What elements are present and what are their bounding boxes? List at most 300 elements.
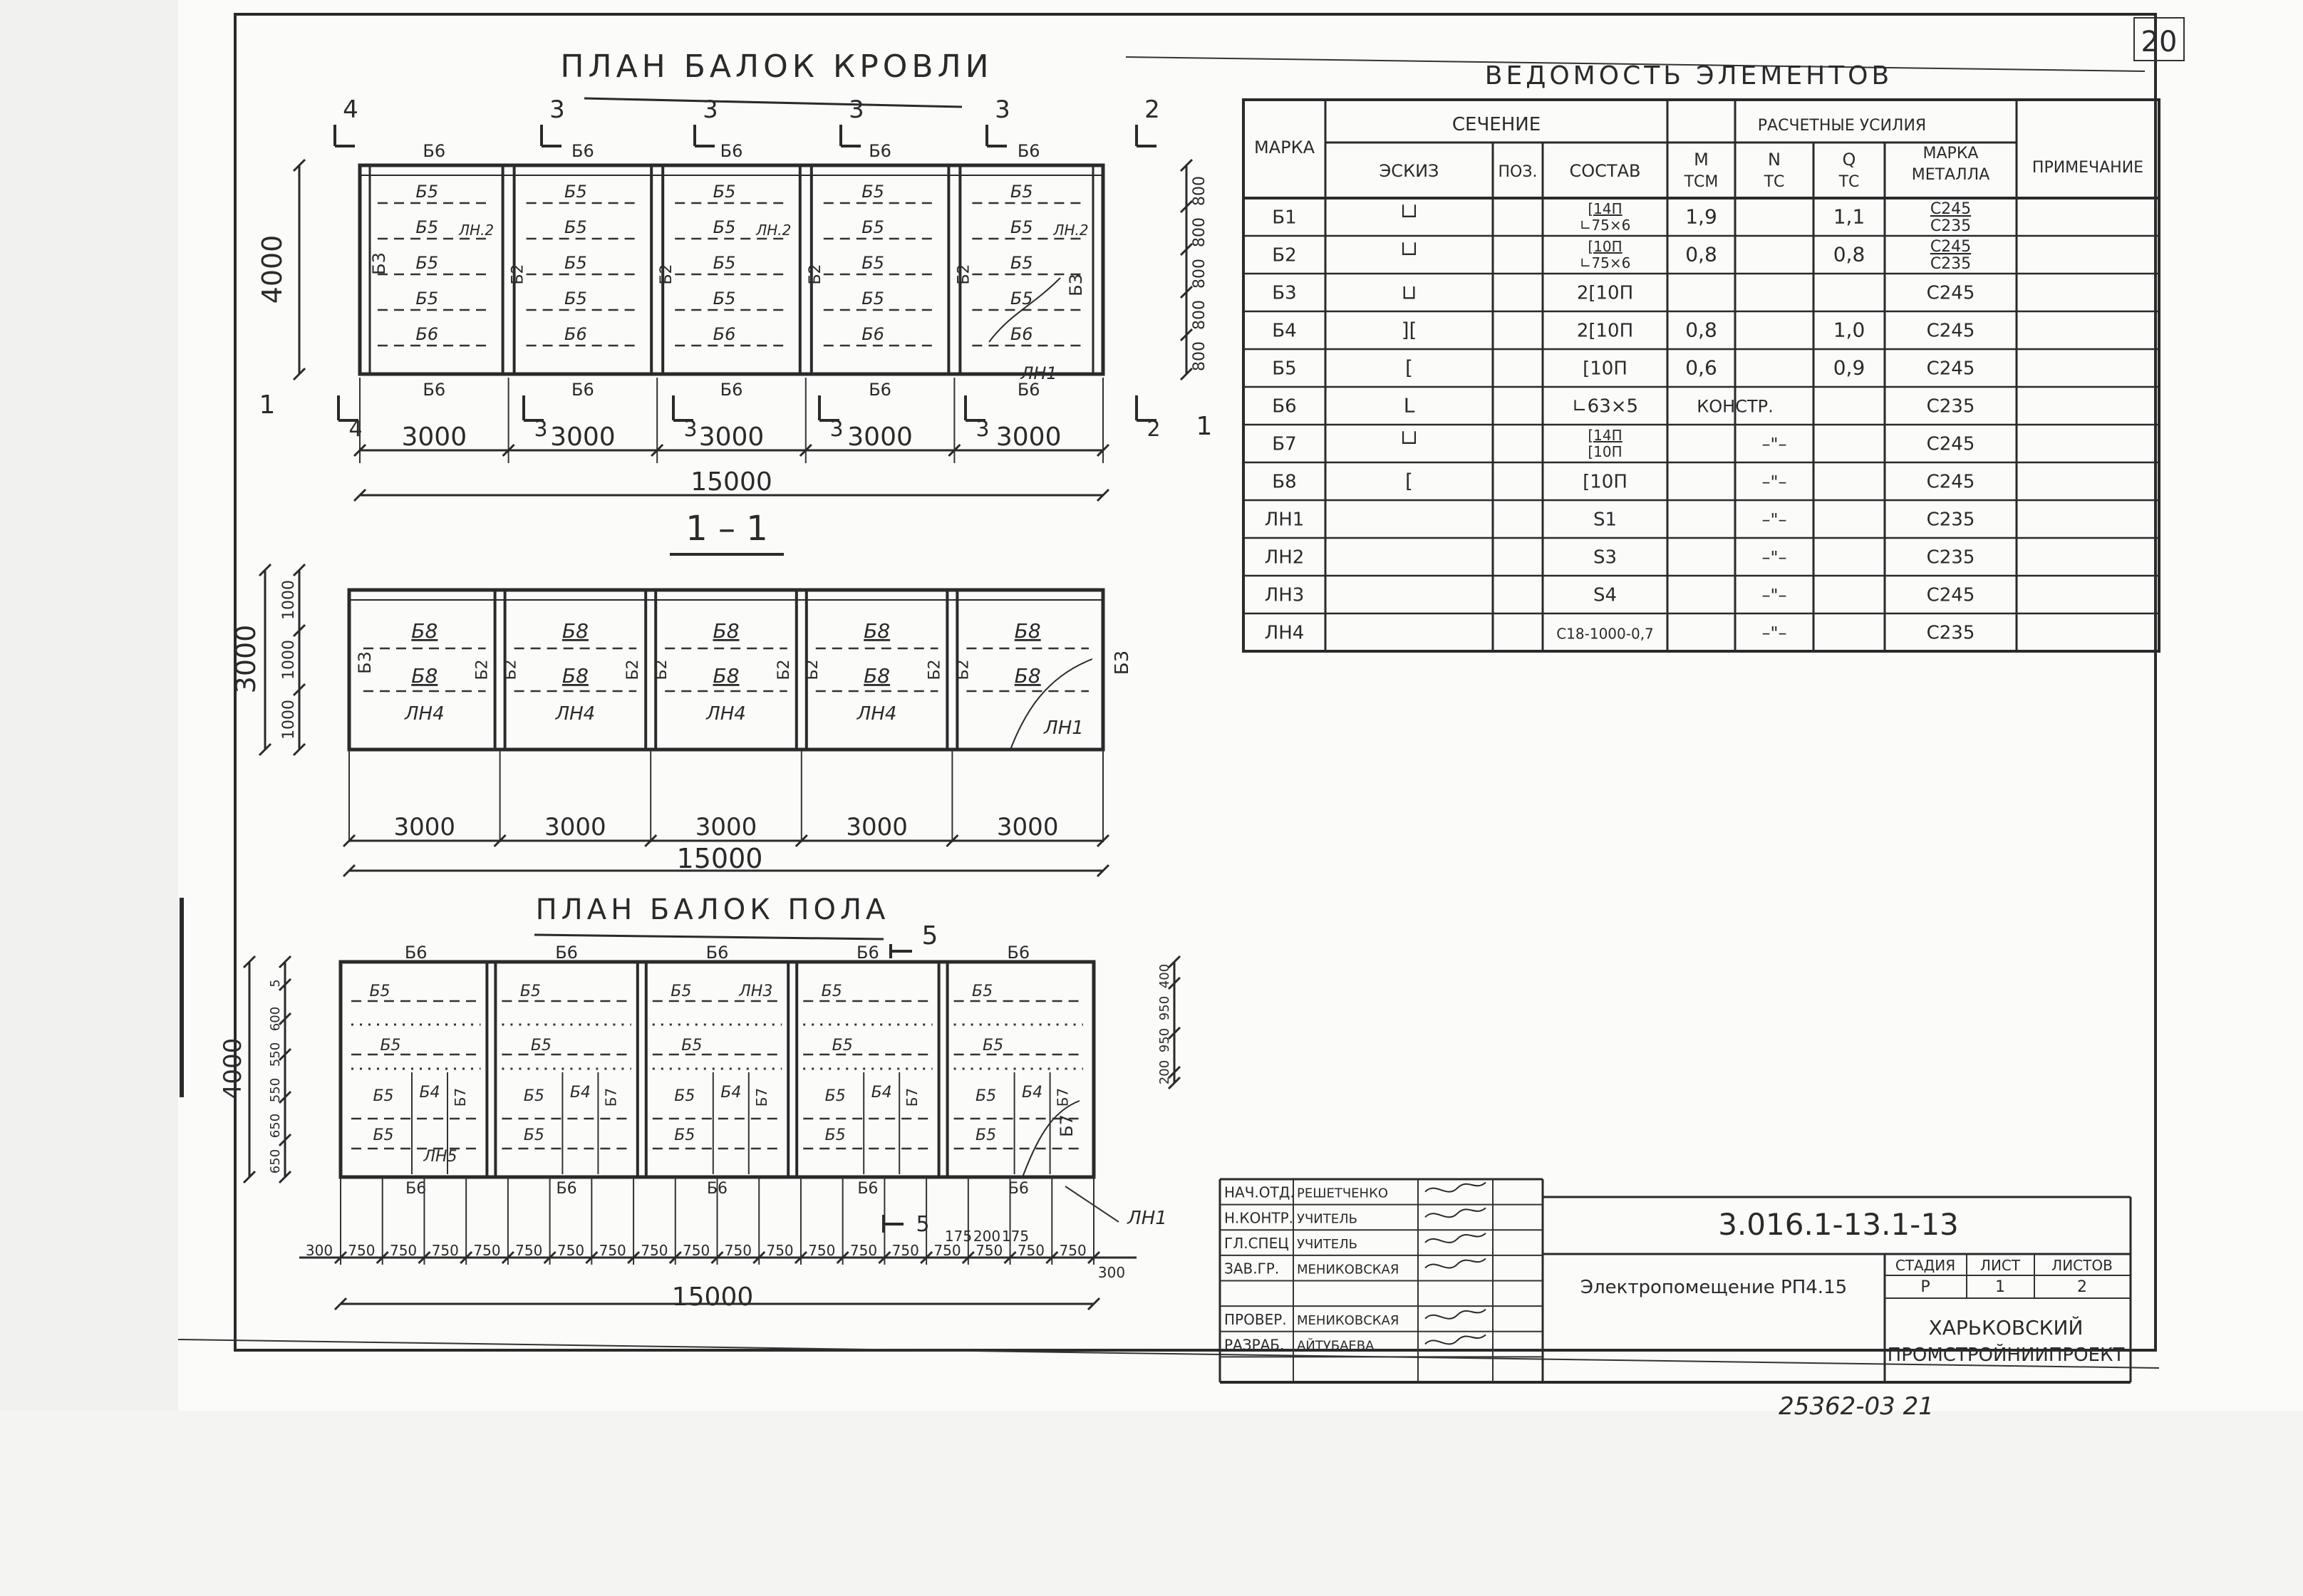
section-edge-label: Б3 (1112, 650, 1133, 675)
section-column-label: Б2 (926, 659, 944, 680)
roof-right-dim-label: 800 (1191, 217, 1209, 247)
floor-subdivision-label: 750 (1017, 1242, 1045, 1259)
roof-beam-label: Б5 (1010, 217, 1033, 237)
floor-subdivision-label: 750 (473, 1242, 501, 1259)
roof-beam-label: Б5 (1010, 289, 1033, 309)
table-cell-composition: ∟75×6 (1579, 217, 1631, 234)
section-column-label: Б2 (502, 659, 520, 680)
table-header-q: Q (1842, 150, 1856, 170)
cut-mark-label: 1 (259, 390, 276, 420)
sheet-value: 1 (1995, 1278, 2005, 1296)
section-column-label: Б2 (954, 659, 973, 680)
cut-mark-label: 1 (1196, 412, 1213, 441)
object-name: Электропомещение РП4.15 (1580, 1277, 1848, 1298)
floor-sub-dim-label: 650 (268, 1149, 283, 1174)
floor-beam-label: Б5 (975, 1087, 997, 1105)
section-marker-label: 3 (975, 417, 990, 442)
roof-ln-label: ЛН.2 (1053, 222, 1089, 239)
title-underline (584, 98, 962, 107)
section-bay-label: 3000 (846, 813, 908, 841)
floor-subdivision-label: 750 (515, 1242, 543, 1259)
roof-beam-label: Б5 (564, 289, 587, 309)
roof-ln-label: ЛН.2 (459, 222, 495, 239)
floor-beam-label: Б5 (681, 1037, 703, 1054)
table-cell-sketch: └┘ (1397, 204, 1422, 229)
section-bay-label: 3000 (996, 813, 1059, 841)
table-cell-mark: Б6 (1272, 395, 1297, 418)
floor-beam-label: Б5 (824, 1126, 846, 1144)
title-block-name: РЕШЕТЧЕНКО (1297, 1186, 1389, 1201)
floor-subdivision-label: 750 (975, 1242, 1003, 1259)
section-beam-label: Б8 (864, 664, 891, 688)
title-underline (534, 935, 884, 939)
table-cell-mark: Б8 (1272, 471, 1297, 493)
signature (1425, 1233, 1486, 1243)
roof-edge-beam-label: Б3 (1066, 274, 1086, 296)
table-cell-composition: S4 (1593, 584, 1618, 606)
table-cell-sketch: ⊔ (1401, 280, 1417, 304)
floor-subdivision-label: 750 (724, 1242, 752, 1259)
floor-b7-label: Б7 (752, 1087, 770, 1107)
title-block-name: МЕНИКОВСКАЯ (1297, 1312, 1399, 1328)
title-block-role: ГЛ.СПЕЦ (1224, 1234, 1289, 1252)
leader-line (1065, 1186, 1119, 1222)
table-cell-n: –"– (1761, 623, 1787, 643)
table-cell-composition: 2[10П (1576, 282, 1634, 304)
floor-sub-dim-label: 550 (268, 1077, 283, 1103)
roof-beam-top-label: Б6 (1017, 141, 1040, 161)
table-cell-mark: Б3 (1272, 282, 1297, 304)
table-cell-metal: С245 (1926, 433, 1975, 455)
floor-subdivision-label: 750 (933, 1242, 961, 1259)
floor-subdivision-label: 750 (683, 1242, 710, 1259)
table-cell-q: 0,8 (1833, 242, 1865, 266)
section-marker-label: 3 (703, 95, 718, 124)
floor-beam-label: Б5 (674, 1126, 695, 1144)
section-bay-label: 3000 (695, 813, 757, 841)
table-cell-mark: Б1 (1272, 207, 1297, 229)
floor-beam-label: Б5 (380, 1037, 401, 1054)
floor-sub-dim-label: 5 (268, 979, 283, 988)
table-cell-sketch: └┘ (1397, 431, 1422, 455)
roof-beam-top-label: Б6 (720, 141, 743, 161)
section-beam-label: Б8 (864, 619, 891, 643)
floor-beam-label: Б5 (824, 1087, 846, 1105)
floor-subdivision-label: 750 (431, 1242, 459, 1259)
table-cell-sketch: L (1403, 393, 1415, 418)
floor-beam-bottom-label: Б6 (706, 1180, 728, 1198)
section-marker-label: 3 (849, 95, 864, 124)
roof-bay-label: 3000 (847, 423, 913, 452)
roof-bay-label: 3000 (698, 423, 765, 452)
table-header-mark: МАРКА (1253, 138, 1315, 157)
table-header-forces: РАСЧЕТНЫЕ УСИЛИЯ (1757, 117, 1927, 135)
section-ln-label: ЛН4 (555, 703, 596, 725)
floor-height-label: 4000 (219, 1037, 247, 1100)
section-beam-label: Б8 (1014, 664, 1041, 688)
stage-value: Р (1920, 1278, 1930, 1296)
table-cell-m: 1,9 (1685, 204, 1717, 229)
table-cell-composition: [10П (1583, 471, 1627, 493)
floor-ln3-label: ЛН3 (739, 983, 773, 1000)
floor-subdivision-label: 750 (348, 1242, 376, 1259)
signature (1425, 1208, 1486, 1217)
floor-b4-label: Б4 (720, 1084, 742, 1102)
section-column-label: Б2 (653, 659, 671, 680)
table-cell-n: –"– (1761, 547, 1787, 568)
roof-beam-bottom-label: Б6 (423, 380, 446, 400)
roof-right-dim-label: 800 (1191, 176, 1209, 206)
floor-beam-label: Б5 (369, 983, 390, 1000)
section-marker-label: 4 (343, 95, 358, 124)
roof-beam-label: Б6 (861, 324, 884, 344)
organization-line-1: ХАРЬКОВСКИЙ (1928, 1316, 2084, 1340)
floor-b4-label: Б4 (419, 1084, 440, 1102)
section-ln-label: ЛН4 (706, 703, 746, 725)
table-cell-composition: [10П (1588, 238, 1623, 255)
roof-beam-label: Б6 (1010, 324, 1033, 344)
title-block-name: УЧИТЕЛЬ (1297, 1236, 1358, 1252)
section-ln-label: ЛН4 (404, 703, 445, 725)
floor-b7-label: Б7 (602, 1087, 620, 1107)
floor-b7-label: Б7 (904, 1087, 921, 1107)
floor-right-dim-label: 950 (1157, 995, 1172, 1021)
table-cell-composition: S3 (1593, 546, 1618, 569)
roof-column-label: Б2 (509, 264, 527, 285)
table-cell-composition: ∟63×5 (1571, 395, 1639, 418)
table-header-pos: ПОЗ. (1498, 163, 1538, 181)
document-code: 3.016.1-13.1-13 (1718, 1207, 1959, 1242)
roof-beam-label: Б5 (713, 217, 736, 237)
table-cell-n: –"– (1761, 509, 1787, 530)
floor-beam-bottom-label: Б6 (857, 1180, 879, 1198)
floor-b7-label: Б7 (1054, 1087, 1072, 1107)
section-beam-label: Б8 (411, 619, 438, 643)
section-sub-dim-label: 1000 (280, 580, 298, 620)
table-header-n-unit: ТС (1764, 173, 1785, 191)
floor-beam-top-label: Б6 (555, 943, 578, 963)
table-cell-metal: С245 (1926, 471, 1975, 493)
section-marker-label: 3 (829, 417, 844, 442)
roof-beam-bottom-label: Б6 (720, 380, 743, 400)
section-beam-label: Б8 (561, 619, 589, 643)
floor-plan-title: ПЛАН БАЛОК ПОЛА (535, 893, 890, 926)
floor-beam-top-label: Б6 (856, 943, 879, 963)
table-cell-n: –"– (1761, 585, 1787, 606)
floor-beam-label: Б5 (523, 1087, 544, 1105)
floor-right-dim-label: 950 (1157, 1027, 1172, 1053)
floor-edge-dim-label: 300 (1097, 1264, 1126, 1281)
signature (1425, 1183, 1486, 1192)
title-block-role: ЗАВ.ГР. (1224, 1260, 1280, 1278)
roof-beam-bottom-label: Б6 (571, 380, 594, 400)
floor-subdivision-label: 750 (389, 1242, 418, 1259)
table-cell-composition: 2[10П (1576, 320, 1634, 342)
floor-subdivision-label: 750 (766, 1242, 794, 1259)
floor-b4-label: Б4 (871, 1084, 892, 1102)
floor-right-dim-label: 200 (1157, 1059, 1172, 1085)
roof-beam-label: Б5 (861, 253, 884, 273)
table-cell-m: 0,8 (1685, 242, 1717, 266)
roof-plan-title: ПЛАН БАЛОК КРОВЛИ (560, 48, 993, 85)
table-cell-q: 1,0 (1833, 318, 1865, 342)
floor-sub-dim-label: 600 (268, 1006, 283, 1032)
roof-ln-label: ЛН.2 (756, 222, 792, 239)
section-marker-label: 3 (534, 417, 548, 442)
floor-edge-dim-label: 300 (305, 1242, 333, 1259)
table-header-metal: МАРКА (1922, 145, 1979, 162)
section-beam-label: Б8 (1014, 619, 1041, 643)
roof-beam-label: Б5 (415, 217, 439, 237)
roof-beam-label: Б5 (713, 289, 736, 309)
floor-subdivision-label: 750 (891, 1242, 919, 1259)
table-cell-composition: С18-1000-0,7 (1556, 625, 1654, 643)
table-cell-q: 0,9 (1833, 356, 1865, 380)
scan-shadow-bottom (0, 1411, 2303, 1596)
section-column-label: Б2 (624, 659, 643, 680)
table-header-m-unit: ТСМ (1684, 173, 1719, 191)
roof-right-dim-label: 800 (1191, 341, 1209, 371)
table-cell-metal: С245 (1926, 358, 1975, 380)
section-sub-dim-label: 1000 (280, 700, 298, 740)
floor-beam-label: Б5 (519, 983, 541, 1000)
roof-beam-label: Б5 (713, 253, 736, 273)
floor-sub-dim-label: 550 (268, 1042, 283, 1067)
roof-beam-bottom-label: Б6 (869, 380, 891, 400)
roof-beam-label: Б5 (564, 253, 587, 273)
floor-beam-top-label: Б6 (1007, 943, 1030, 963)
floor-beam-bottom-label: Б6 (405, 1180, 427, 1198)
floor-detail-dim-label: 175 (944, 1228, 973, 1245)
roof-beam-label: Б5 (415, 253, 439, 273)
table-cell-metal: С245 (1930, 200, 1972, 218)
floor-subdivision-label: 750 (1059, 1242, 1087, 1259)
floor-beam-label: Б5 (373, 1087, 394, 1105)
table-header-composition: СОСТАВ (1569, 161, 1641, 181)
section-marker-label: 3 (549, 95, 565, 124)
floor-b7-label: Б7 (452, 1087, 469, 1107)
table-cell-mark: ЛН4 (1264, 622, 1305, 644)
roof-beam-bottom-label: Б6 (1017, 380, 1040, 400)
roof-beam-label: Б5 (861, 182, 884, 202)
table-cell-metal: С245 (1926, 584, 1975, 606)
roof-bay-label: 3000 (401, 423, 467, 452)
section-ln-label: ЛН4 (856, 703, 897, 725)
table-header-section: СЕЧЕНИЕ (1451, 114, 1541, 135)
floor-subdivision-label: 750 (641, 1242, 668, 1259)
roof-height-label: 4000 (257, 234, 288, 304)
floor-beam-top-label: Б6 (705, 943, 729, 963)
title-block-role: НАЧ.ОТД. (1224, 1183, 1295, 1201)
roof-beam-label: Б5 (415, 289, 439, 309)
floor-detail-dim-label: 175 (1001, 1228, 1030, 1245)
table-cell-m: 0,8 (1685, 318, 1717, 342)
table-cell-metal: С235 (1926, 546, 1975, 569)
floor-beam-label: Б5 (972, 983, 993, 1000)
section-beam-label: Б8 (713, 619, 740, 643)
section-bay-label: 3000 (393, 813, 456, 841)
stage-header: СТАДИЯ (1895, 1257, 1956, 1274)
table-cell-m: 0,6 (1685, 356, 1717, 380)
section-total-label: 15000 (676, 843, 763, 874)
table-title: ВЕДОМОСТЬ ЭЛЕМЕНТОВ (1484, 61, 1893, 90)
table-cell-composition: [14П (1588, 427, 1623, 444)
floor-subdivision-label: 750 (849, 1242, 878, 1259)
table-cell-mark: Б4 (1272, 320, 1297, 342)
title-block-name: МЕНИКОВСКАЯ (1297, 1262, 1399, 1278)
section-marker-label: 2 (1144, 95, 1160, 124)
floor-section-marker: 5 (916, 1212, 930, 1237)
table-cell-metal: С235 (1926, 509, 1975, 531)
floor-beam-label: Б5 (373, 1126, 394, 1144)
roof-bay-label: 3000 (550, 423, 616, 452)
table-cell-metal: С235 (1930, 255, 1972, 273)
title-block-name: УЧИТЕЛЬ (1297, 1211, 1358, 1227)
roof-ln1-label: ЛН1 (1020, 363, 1057, 383)
floor-beam-label: Б5 (821, 983, 842, 1000)
roof-bay-label: 3000 (995, 423, 1062, 452)
table-cell-metal: С235 (1926, 395, 1975, 418)
floor-beam-top-label: Б6 (404, 943, 428, 963)
table-header-n: N (1768, 150, 1781, 170)
floor-sub-dim-label: 650 (268, 1113, 283, 1139)
title-block-role: ПРОВЕР. (1224, 1310, 1287, 1328)
floor-subdivision-label: 750 (808, 1242, 836, 1259)
section-marker-label: 2 (1147, 417, 1161, 442)
table-cell-metal: С245 (1926, 282, 1975, 304)
roof-beam-label: Б6 (713, 324, 736, 344)
section-column-label: Б2 (803, 659, 822, 680)
roof-beam-label: Б5 (415, 182, 439, 202)
table-cell-mark: Б7 (1272, 433, 1297, 455)
roof-column-label: Б2 (658, 264, 676, 285)
roof-beam-label: Б6 (564, 324, 587, 344)
floor-beam-label: Б5 (530, 1037, 552, 1054)
roof-beam-label: Б5 (1010, 253, 1033, 273)
floor-beam-bottom-label: Б6 (556, 1180, 577, 1198)
scan-shadow-left (0, 0, 178, 1596)
table-cell-composition: [14П (1588, 200, 1623, 217)
sheets-header: ЛИСТОВ (2051, 1257, 2113, 1274)
section-bay-label: 3000 (544, 813, 606, 841)
section-marker-label: 3 (683, 417, 698, 442)
floor-beam-label: Б5 (983, 1037, 1004, 1054)
floor-ln5-label: ЛН5 (423, 1148, 457, 1166)
table-cell-n: –"– (1761, 472, 1787, 492)
section-1-1-title: 1 – 1 (685, 509, 768, 549)
section-height-label: 3000 (230, 624, 262, 694)
section-ln1-label: ЛН1 (1044, 717, 1084, 739)
section-beam-label: Б8 (713, 664, 740, 688)
table-header-q-unit: ТС (1838, 173, 1860, 191)
table-cell-composition: [10П (1588, 443, 1623, 460)
table-header-sketch: ЭСКИЗ (1379, 161, 1439, 181)
roof-beam-label: Б5 (713, 182, 736, 202)
roof-right-dim-label: 800 (1191, 259, 1209, 289)
table-cell-n: –"– (1761, 434, 1787, 455)
section-edge-label: Б3 (355, 651, 375, 674)
floor-subdivision-label: 750 (557, 1242, 585, 1259)
signature (1425, 1259, 1486, 1268)
roof-beam-label: Б5 (1010, 182, 1033, 202)
floor-beam-label: Б5 (832, 1037, 853, 1054)
roof-beam-top-label: Б6 (869, 141, 891, 161)
table-cell-mark: ЛН2 (1264, 546, 1305, 569)
floor-break-line (1023, 1101, 1080, 1177)
table-cell-metal: С245 (1930, 238, 1972, 256)
table-cell-composition: [10П (1583, 358, 1627, 380)
table-header-metal: МЕТАЛЛА (1911, 166, 1990, 184)
roof-beam-label: Б5 (564, 217, 587, 237)
roof-beam-label: Б5 (564, 182, 587, 202)
signature (1425, 1310, 1486, 1319)
table-cell-m: КОНСТР. (1697, 396, 1774, 417)
floor-beam-label: Б5 (674, 1087, 695, 1105)
table-cell-sketch: [ (1405, 356, 1413, 380)
section-marker-label: 4 (348, 417, 363, 442)
table-cell-mark: ЛН1 (1264, 509, 1305, 531)
floor-beam-label: Б5 (975, 1126, 997, 1144)
floor-beam-bottom-label: Б6 (1008, 1180, 1029, 1198)
floor-section-marker: 5 (921, 921, 938, 950)
section-sub-dim-label: 1000 (280, 640, 298, 680)
roof-right-dim-label: 800 (1191, 300, 1209, 330)
roof-beam-label: Б5 (861, 289, 884, 309)
floor-detail-dim-label: 200 (973, 1228, 1001, 1245)
sheet-border (235, 14, 2155, 1350)
roof-column-label: Б2 (955, 264, 973, 285)
table-cell-mark: ЛН3 (1264, 584, 1305, 606)
table-header-note: ПРИМЕЧАНИЕ (2032, 159, 2144, 177)
table-cell-sketch: ][ (1401, 318, 1417, 342)
table-cell-composition: S1 (1593, 509, 1618, 531)
floor-beam-label: Б5 (671, 983, 692, 1000)
section-column-label: Б2 (473, 659, 492, 680)
roof-beam-top-label: Б6 (423, 141, 446, 161)
sheets-value: 2 (2077, 1278, 2087, 1296)
table-cell-mark: Б5 (1272, 358, 1297, 380)
title-block-role: РАЗРАБ. (1224, 1336, 1285, 1354)
organization-line-2: ПРОМСТРОЙНИИПРОЕКТ (1887, 1344, 2125, 1366)
signature (1425, 1335, 1486, 1344)
section-marker-label: 3 (995, 95, 1010, 124)
table-cell-mark: Б2 (1272, 244, 1297, 266)
table-cell-sketch: └┘ (1397, 242, 1422, 266)
roof-beam-label: Б6 (415, 324, 439, 344)
roof-edge-beam-label: Б3 (369, 252, 389, 275)
section-column-label: Б2 (775, 659, 793, 680)
sheet-header: ЛИСТ (1979, 1257, 2021, 1274)
table-header-m: М (1694, 150, 1709, 170)
table-cell-q: 1,1 (1833, 204, 1865, 229)
roof-beam-top-label: Б6 (571, 141, 594, 161)
section-beam-label: Б8 (411, 664, 438, 688)
floor-edge-label: Б7 (1057, 1114, 1077, 1137)
floor-subdivision-label: 750 (599, 1242, 626, 1259)
floor-right-dim-label: 400 (1157, 963, 1172, 989)
table-cell-composition: ∟75×6 (1579, 254, 1631, 271)
table-cell-metal: С235 (1930, 217, 1972, 235)
floor-b4-label: Б4 (1022, 1084, 1043, 1102)
floor-b4-label: Б4 (569, 1084, 591, 1102)
corner-number: 20 (2141, 26, 2178, 58)
floor-ln1-label: ЛН1 (1127, 1208, 1167, 1229)
roof-beam-label: Б5 (861, 217, 884, 237)
table-cell-metal: С245 (1926, 320, 1975, 342)
title-block-name: АЙТУБАЕВА (1297, 1338, 1375, 1354)
roof-total-label: 15000 (690, 467, 772, 497)
scan-edge-line (178, 1340, 2159, 1368)
